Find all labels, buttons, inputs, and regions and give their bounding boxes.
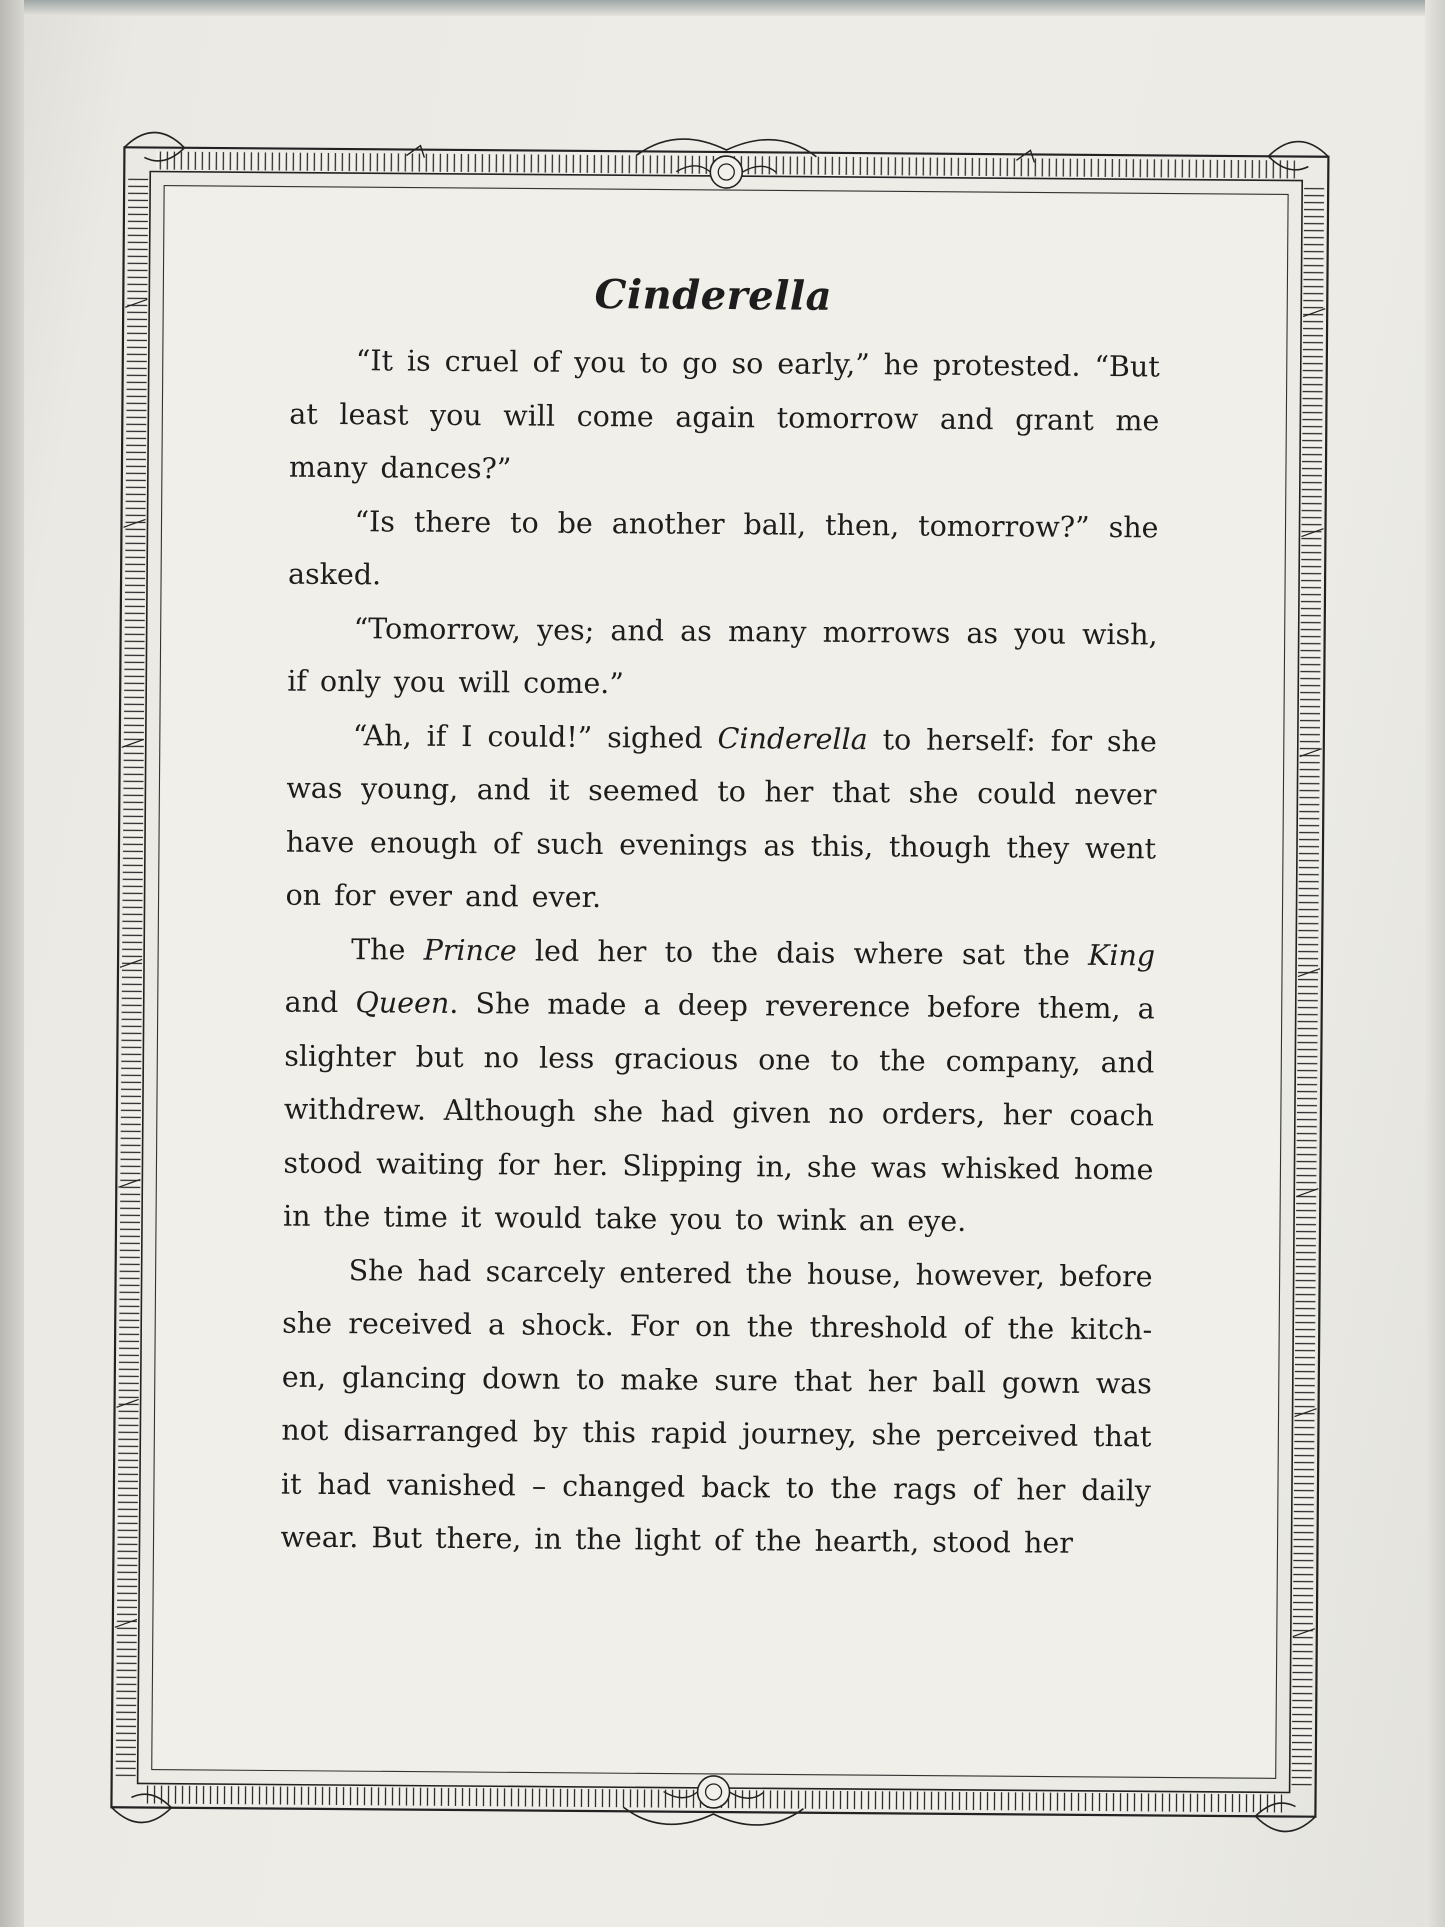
story-paragraph <box>288 494 1159 608</box>
text-block <box>280 269 1160 1571</box>
story-paragraph <box>285 708 1157 929</box>
paragraph-text: She had scarcely entered the house, however, before she received a shock. For on the threshold of the kitch-en, glancing down to make sure that her ball gown was not disarranged by this rapid journey, she perceived that it had vanished – changed back to the rags of her daily wear. But there, in the light of the hearth, stood her <box>280 1253 1153 1560</box>
story-paragraph <box>280 1243 1152 1571</box>
paragraph-text: “Ah, if I could!” sighed <box>352 718 718 755</box>
italic-name: Cinderella <box>717 721 868 756</box>
page-edge <box>1425 0 1445 1927</box>
paragraph-text: to herself: for she was young, and it seemed to her that she could never have enough of such evenings as this, though they went on for ever and ever. <box>285 722 1157 915</box>
page-title: Cinderella <box>594 270 833 320</box>
paragraph-text: “Is there to be another ball, then, tomorrow?” she asked. <box>287 504 1159 592</box>
italic-name: Queen <box>355 986 450 1020</box>
italic-name: King <box>1088 938 1156 972</box>
paragraph-text: led her to the dais where sat the <box>516 933 1089 972</box>
book-cover-edge <box>0 0 1445 16</box>
story-paragraph <box>287 601 1158 715</box>
paragraph-text: “It is cruel of you to go so early,” he protested. “But at least you will come again tomorrow and grant me many dances?” <box>288 344 1160 486</box>
paragraph-text: The <box>351 932 424 967</box>
italic-name: Prince <box>423 933 517 967</box>
story-paragraphs <box>280 334 1160 1571</box>
story-paragraph <box>289 334 1160 501</box>
paragraph-text: “Tomorrow, yes; and as many morrows as you wish, if only you will come.” <box>287 611 1158 701</box>
paragraph-text: and <box>284 985 356 1020</box>
book-page <box>103 107 1336 1837</box>
paragraph-text: . She made a deep reverence before them, a slighter but no less gracious one to the company, and withdrew. Although she had given no orders, her coach stood waiting for her. Slipping in, she was whisked home in the time it would take you to wink an eye. <box>282 986 1155 1238</box>
page-gutter <box>0 0 24 1927</box>
story-paragraph <box>283 922 1155 1250</box>
